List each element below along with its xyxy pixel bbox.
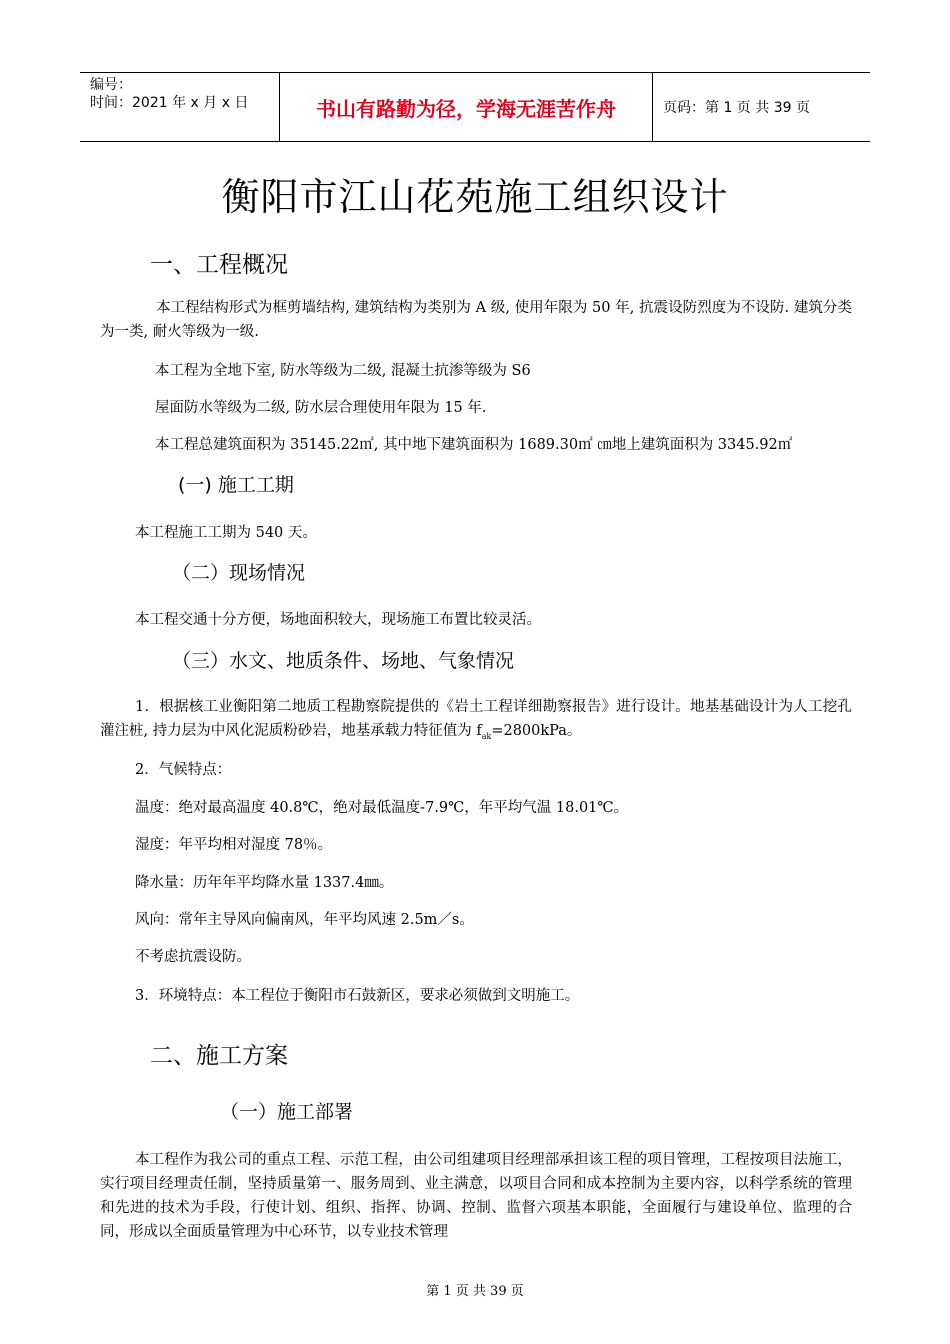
section-heading-overview: 一、工程概况 — [150, 252, 288, 278]
conditions-item-1 — [100, 695, 852, 749]
section-heading-construction: 二、施工方案 — [150, 1043, 288, 1069]
number-label: 编号： — [90, 77, 132, 93]
overview-para-2: 本工程为全地下室, 防水等级为二级, 混凝土抗渗等级为 S6 — [155, 363, 531, 379]
schedule-text: 本工程施工工期为 540 天。 — [135, 525, 317, 541]
site-text: 本工程交通十分方便，场地面积较大，现场施工布置比较灵活。 — [135, 612, 541, 628]
subheading-conditions: （三）水文、地质条件、场地、气象情况 — [172, 650, 515, 672]
climate-humidity: 湿度：年平均相对湿度 78％。 — [135, 837, 333, 853]
overview-para-1: 本工程结构形式为框剪墙结构, 建筑结构为类别为 A 级, 使用年限为 50 年, 抗震设防烈度为不设防. 建筑分类为一类, 耐火等级为一级. — [100, 300, 852, 340]
document-title: 衡阳市江山花苑施工组织设计 — [221, 175, 729, 219]
header-page-label: 页码：第 1 页 共 39 页 — [663, 100, 810, 116]
climate-rainfall: 降水量：历年年平均降水量 1337.4㎜。 — [135, 875, 394, 891]
page-footer: 第 1 页 共 39 页 — [426, 1284, 524, 1299]
subheading-schedule: (一) 施工工期 — [178, 474, 294, 496]
conditions-item-1-main: 1．根据核工业衡阳第二地质工程勘察院提供的《岩土工程详细勘察报告》进行设计。地基基础设计为人工挖孔灌注桩, 持力层为中风化泥质粉砂岩，地基承载力特征值为 f — [100, 699, 852, 739]
page-header — [80, 72, 870, 142]
overview-para-3: 屋面防水等级为二级, 防水层合理使用年限为 15 年. — [155, 400, 487, 416]
climate-temperature: 温度：绝对最高温度 40.8℃，绝对最低温度-7.9℃，年平均气温 18.01℃。 — [135, 800, 629, 816]
conditions-item-2: 2．气候特点： — [135, 762, 232, 778]
conditions-item-1-subscript: ak — [481, 731, 492, 741]
subheading-site: （二）现场情况 — [172, 562, 306, 584]
climate-wind: 风向：常年主导风向偏南风，年平均风速 2.5m／s。 — [135, 912, 474, 928]
header-meta — [80, 73, 280, 141]
climate-earthquake: 不考虑抗震设防。 — [135, 949, 251, 965]
overview-para-4: 本工程总建筑面积为 35145.22㎡, 其中地下建筑面积为 1689.30㎡ ㎝地上建筑面积为 3345.92㎡ — [155, 437, 793, 453]
subheading-deployment: （一）施工部署 — [220, 1101, 354, 1123]
header-motto: 书山有路勤为径，学海无涯苦作舟 — [280, 73, 653, 141]
conditions-item-3: 3．环境特点：本工程位于衡阳市石鼓新区，要求必须做到文明施工。 — [135, 988, 580, 1004]
time-label: 时间：2021 年 x 月 x 日 — [90, 95, 249, 111]
conditions-item-1-value: =2800kPa。 — [491, 723, 582, 739]
deployment-text: 本工程作为我公司的重点工程、示范工程，由公司组建项目经理部承担该工程的项目管理，工程按项目法施工，实行项目经理责任制，坚持质量第一、服务周到、业主满意，以项目合同和成本控制为主要内容，以科学系统的管理和先进的技术为手段，行使计划、组织、指挥、协调、控制、监督六项基本职能，全面履行与建设单位、监理的合同，形成以全面质量管理为中心环节，以专业技术管理 — [100, 1152, 852, 1240]
